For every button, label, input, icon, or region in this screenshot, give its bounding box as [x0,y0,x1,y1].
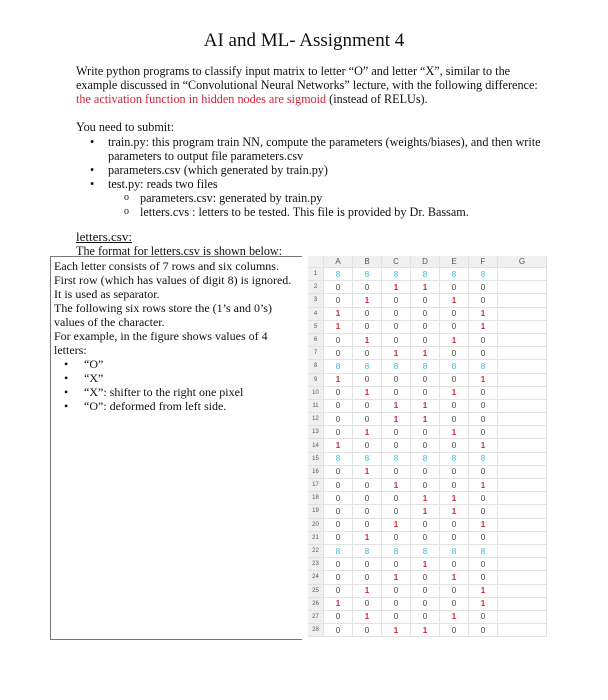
cell: 0 [324,399,353,412]
cell: 0 [411,597,440,610]
cell: 1 [382,624,411,637]
cell-empty [498,544,547,557]
cell: 1 [411,624,440,637]
cell: 0 [382,597,411,610]
cell: 0 [469,399,498,412]
cell: 0 [469,294,498,307]
cell: 0 [382,492,411,505]
table-row [308,531,547,544]
list-item: • “X”: shifter to the right one pixel [54,385,299,399]
cell: 0 [469,571,498,584]
cell: 0 [382,584,411,597]
cell: 0 [469,624,498,637]
row-number: 27 [308,610,324,623]
cell: 1 [353,531,382,544]
corner-cell [308,256,324,268]
cell-empty [498,399,547,412]
cell: 0 [440,347,469,360]
cell: 8 [440,452,469,465]
cell: 0 [353,518,382,531]
cell-empty [498,584,547,597]
cell: 0 [324,347,353,360]
cell: 1 [440,294,469,307]
spreadsheet-figure [308,256,547,637]
column-header-a: A [324,256,353,268]
cell: 1 [440,610,469,623]
list-item: • “O”: deformed from left side. [54,399,299,413]
cell: 1 [411,492,440,505]
cell: 0 [324,386,353,399]
cell: 0 [382,558,411,571]
cell-empty [498,597,547,610]
cell: 0 [353,624,382,637]
cell-empty [498,465,547,478]
cell: 1 [440,333,469,346]
row-number: 5 [308,320,324,333]
cell: 8 [382,452,411,465]
table-row [308,386,547,399]
cell: 0 [382,307,411,320]
desc-line: The following six rows store the (1’s and 0’s) values of the character. [54,301,272,329]
cell-empty [498,426,547,439]
table-row [308,505,547,518]
cell: 0 [353,558,382,571]
cell: 0 [324,333,353,346]
table-row [308,544,547,557]
cell: 1 [382,281,411,294]
cell: 0 [324,413,353,426]
cell-empty [498,624,547,637]
cell: 8 [440,360,469,373]
cell: 0 [353,505,382,518]
cell-empty [498,452,547,465]
sub-list [76,191,546,219]
intro-highlight: the activation function in hidden nodes are sigmoid [76,92,327,106]
cell: 1 [353,294,382,307]
table-row [308,558,547,571]
cell: 0 [440,320,469,333]
cell: 0 [440,465,469,478]
cell: 0 [469,558,498,571]
cell: 1 [469,518,498,531]
cell: 1 [469,479,498,492]
table-row [308,439,547,452]
cell: 0 [440,399,469,412]
table-row [308,452,547,465]
list-item: • train.py: this program train NN, compute the parameters (weights/biases), and then write parameters to output file parameters.csv [76,135,546,163]
cell: 8 [353,452,382,465]
cell: 0 [411,373,440,386]
cell-empty [498,571,547,584]
row-number: 9 [308,373,324,386]
cell: 0 [469,413,498,426]
row-number: 22 [308,544,324,557]
cell: 8 [353,360,382,373]
cell-empty [498,610,547,623]
cell-empty [498,281,547,294]
table-row [308,426,547,439]
cell-empty [498,320,547,333]
row-number: 17 [308,479,324,492]
cell: 0 [324,281,353,294]
cell: 1 [469,439,498,452]
table-row [308,492,547,505]
cell: 0 [469,281,498,294]
list-item: o parameters.csv: generated by train.py [76,191,546,205]
cell: 0 [353,347,382,360]
letters-heading-block [76,230,282,258]
cell: 0 [382,531,411,544]
cell: 8 [324,544,353,557]
cell: 0 [411,333,440,346]
desc-line: For example, in the figure shows values of 4 letters: [54,329,268,357]
desc-line: First row (which has values of digit 8) is ignored. It is used as separator. [54,273,292,301]
cell: 8 [353,268,382,281]
column-header-row [308,256,547,268]
cell: 0 [324,479,353,492]
cell: 0 [411,465,440,478]
cell: 0 [469,333,498,346]
cell: 0 [440,558,469,571]
desc-line: Each letter consists of 7 rows and six columns. [54,259,279,273]
cell: 8 [353,544,382,557]
cell: 1 [382,347,411,360]
table-row [308,479,547,492]
cell: 0 [353,571,382,584]
table-row [308,624,547,637]
row-number: 2 [308,281,324,294]
cell: 0 [353,320,382,333]
row-number: 18 [308,492,324,505]
cell: 8 [411,544,440,557]
cell-empty [498,294,547,307]
list-item: • parameters.csv (which generated by train.py) [76,163,546,177]
cell: 0 [382,505,411,518]
row-number: 13 [308,426,324,439]
cell: 0 [324,518,353,531]
cell: 8 [440,268,469,281]
cell: 8 [324,268,353,281]
cell: 0 [382,465,411,478]
cell: 0 [324,624,353,637]
cell-empty [498,531,547,544]
cell: 0 [411,307,440,320]
row-number: 19 [308,505,324,518]
cell: 0 [382,610,411,623]
cell: 1 [324,373,353,386]
cell: 0 [324,465,353,478]
cell: 0 [324,294,353,307]
cell: 1 [353,610,382,623]
cell: 0 [411,426,440,439]
cell-empty [498,360,547,373]
cell: 0 [440,584,469,597]
cell: 0 [440,479,469,492]
cell: 0 [382,333,411,346]
table-row [308,320,547,333]
cell-empty [498,479,547,492]
cell: 0 [469,426,498,439]
cell: 0 [324,531,353,544]
cell: 0 [411,584,440,597]
list-item: • “O” [54,357,299,371]
table-row [308,347,547,360]
cell: 0 [411,294,440,307]
cell: 1 [324,320,353,333]
cell: 0 [440,373,469,386]
cell: 8 [324,360,353,373]
cell: 0 [324,558,353,571]
row-number: 10 [308,386,324,399]
cell: 8 [469,360,498,373]
table-row [308,268,547,281]
row-number: 20 [308,518,324,531]
cell: 1 [353,426,382,439]
cell: 1 [440,571,469,584]
intro-text: Write python programs to classify input matrix to letter “O” and letter “X”, similar to the example discussed in “Convolutional Neural Networks” lecture, with the following difference: [76,64,538,92]
cell: 8 [382,544,411,557]
cell: 1 [382,479,411,492]
cell-empty [498,492,547,505]
cell: 0 [411,571,440,584]
column-header-d: D [411,256,440,268]
row-number: 26 [308,597,324,610]
table-row [308,571,547,584]
row-number: 15 [308,452,324,465]
row-number: 25 [308,584,324,597]
cell: 0 [411,518,440,531]
cell: 8 [411,452,440,465]
cell: 1 [411,413,440,426]
cell: 1 [469,597,498,610]
cell: 0 [469,610,498,623]
intro-text-end: (instead of RELUs). [326,92,428,106]
cell: 1 [469,320,498,333]
cell: 0 [353,439,382,452]
row-number: 11 [308,399,324,412]
cell: 8 [469,544,498,557]
cell: 8 [382,360,411,373]
cell: 1 [324,307,353,320]
cell: 1 [440,386,469,399]
cell-empty [498,386,547,399]
cell: 1 [411,505,440,518]
cell: 0 [469,386,498,399]
cell: 0 [440,307,469,320]
cell: 0 [411,610,440,623]
cell: 1 [440,426,469,439]
cell: 1 [382,518,411,531]
cell: 0 [440,439,469,452]
row-number: 23 [308,558,324,571]
cell: 8 [440,544,469,557]
row-number: 3 [308,294,324,307]
cell: 0 [382,373,411,386]
cell: 0 [382,320,411,333]
cell: 1 [469,373,498,386]
cell: 0 [440,518,469,531]
cell-empty [498,558,547,571]
column-header-c: C [382,256,411,268]
cell: 0 [440,597,469,610]
cell: 0 [469,465,498,478]
cell: 0 [411,386,440,399]
cell: 0 [469,505,498,518]
cell: 0 [324,492,353,505]
cell: 0 [353,597,382,610]
cell: 8 [382,268,411,281]
cell: 0 [411,320,440,333]
table-row [308,307,547,320]
cell: 0 [440,624,469,637]
list-item: • test.py: reads two files [76,177,546,191]
cell-empty [498,439,547,452]
cell: 1 [353,386,382,399]
row-number: 14 [308,439,324,452]
list-item: o letters.cvs : letters to be tested. This file is provided by Dr. Bassam. [76,205,546,219]
cell: 0 [440,281,469,294]
cell: 0 [324,584,353,597]
cell: 0 [353,479,382,492]
row-number: 28 [308,624,324,637]
cell-empty [498,505,547,518]
cell: 1 [382,413,411,426]
cell: 0 [324,426,353,439]
cell: 0 [469,531,498,544]
cell: 8 [411,268,440,281]
cell: 1 [411,281,440,294]
cell-empty [498,518,547,531]
cell: 0 [353,413,382,426]
cell: 0 [382,439,411,452]
table-row [308,610,547,623]
cell: 0 [324,505,353,518]
row-number: 7 [308,347,324,360]
cell: 1 [324,597,353,610]
table-row [308,373,547,386]
table-row [308,413,547,426]
row-number: 24 [308,571,324,584]
column-header-f: F [469,256,498,268]
cell: 8 [411,360,440,373]
cell: 1 [382,399,411,412]
cell: 1 [469,584,498,597]
cell: 0 [353,373,382,386]
table-row [308,281,547,294]
cell-empty [498,373,547,386]
examples-list [54,357,299,413]
intro-paragraph [76,64,546,106]
column-header-g: G [498,256,547,268]
cell: 1 [353,333,382,346]
cell-empty [498,307,547,320]
cell: 0 [469,492,498,505]
cell: 1 [353,465,382,478]
cell: 1 [469,307,498,320]
cell: 8 [469,268,498,281]
cell: 1 [440,505,469,518]
table-row [308,465,547,478]
row-number: 6 [308,333,324,346]
table-row [308,360,547,373]
table-row [308,518,547,531]
cell: 1 [324,439,353,452]
row-number: 8 [308,360,324,373]
cell-empty [498,413,547,426]
cell: 0 [353,307,382,320]
cell: 0 [440,413,469,426]
table-row [308,584,547,597]
cell: 8 [324,452,353,465]
cell: 0 [382,426,411,439]
row-number: 1 [308,268,324,281]
submit-section [76,120,546,219]
cell: 0 [324,571,353,584]
cell: 1 [411,399,440,412]
cell: 0 [411,439,440,452]
cell-empty [498,347,547,360]
cell: 0 [353,281,382,294]
table-row [308,399,547,412]
cell: 8 [469,452,498,465]
cell: 0 [411,479,440,492]
cell: 0 [469,347,498,360]
cell: 0 [353,399,382,412]
cell: 1 [411,347,440,360]
cell: 1 [353,584,382,597]
column-header-e: E [440,256,469,268]
table-row [308,597,547,610]
cell: 0 [440,531,469,544]
cell: 1 [411,558,440,571]
submit-list [76,135,546,191]
letters-description-box [50,256,302,640]
submit-heading: You need to submit: [76,120,174,134]
row-number: 21 [308,531,324,544]
table-row [308,294,547,307]
page-title: AI and ML- Assignment 4 [203,30,405,51]
cell: 1 [440,492,469,505]
cell-empty [498,333,547,346]
cell: 0 [411,531,440,544]
cell: 0 [324,610,353,623]
cell: 0 [382,294,411,307]
letters-heading: letters.csv: [76,229,132,244]
list-item: • “X” [54,371,299,385]
row-number: 12 [308,413,324,426]
column-header-b: B [353,256,382,268]
cell: 0 [382,386,411,399]
cell-empty [498,268,547,281]
row-number: 16 [308,465,324,478]
letters-format: The format for letters.csv is shown below: [76,244,283,258]
table-row [308,333,547,346]
row-number: 4 [308,307,324,320]
cell: 1 [382,571,411,584]
cell: 0 [353,492,382,505]
